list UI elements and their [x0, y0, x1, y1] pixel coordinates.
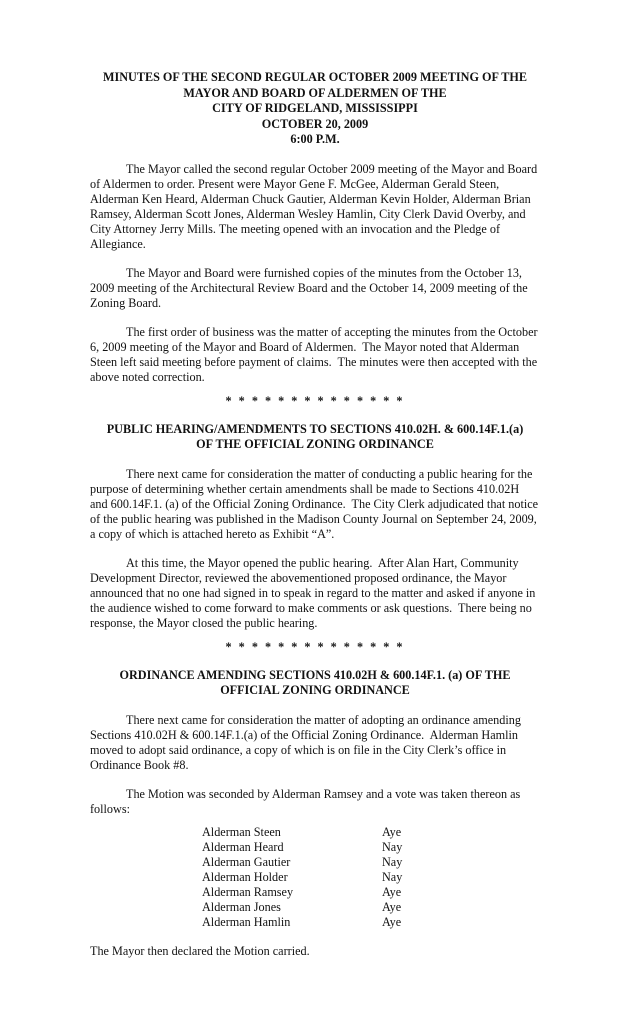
vote-row: [202, 885, 540, 900]
paragraph-accept-minutes: The first order of business was the matter of accepting the minutes from the October 6, 2009 meeting of the Mayor and Board of Aldermen. The Mayor noted that Alderman Steen left said meeting before payment of claims. The minutes were then accepted with the above noted correction.: [90, 324, 538, 384]
public-hearing-heading-line-1: PUBLIC HEARING/AMENDMENTS TO SECTIONS 410.02H. & 600.14F.1.(a): [106, 421, 524, 436]
vote-alderman-name: Alderman Ramsey: [202, 884, 294, 899]
vote-row: [202, 855, 540, 870]
vote-row: [202, 825, 540, 840]
vote-row: [202, 840, 540, 855]
vote-row: [202, 900, 540, 915]
vote-alderman-name: Alderman Hamlin: [202, 914, 291, 929]
paragraph-motion-seconded: The Motion was seconded by Alderman Ramsey and a vote was taken thereon as follows:: [90, 786, 521, 816]
title-line-time: 6:00 P.M.: [290, 132, 340, 146]
title-line-3: CITY OF RIDGELAND, MISSISSIPPI: [212, 101, 418, 115]
paragraph-minutes-furnished: The Mayor and Board were furnished copies of the minutes from the October 13, 2009 meeting of the Architectural Review Board and the October 14, 2009 meeting of the Zoning Board.: [90, 265, 528, 310]
section-heading-public-hearing: [90, 422, 540, 453]
public-hearing-heading-line-2: OF THE OFFICIAL ZONING ORDINANCE: [196, 437, 434, 451]
vote-row: [202, 870, 540, 885]
vote-value: Nay: [382, 839, 403, 854]
vote-alderman-name: Alderman Gautier: [202, 854, 291, 869]
vote-alderman-name: Alderman Holder: [202, 869, 288, 884]
title-line-date: OCTOBER 20, 2009: [261, 116, 369, 131]
vote-value: Aye: [382, 884, 402, 899]
paragraph-ordinance-adoption: There next came for consideration the matter of adopting an ordinance amending Sections 410.02H & 600.14F.1.(a) of the Official Zoning Ordinance. Alderman Hamlin moved to adopt said ordinance, a copy of which is on file in the City Clerk’s office in Ordinance Book #8.: [90, 712, 521, 772]
paragraph-public-hearing-notice: There next came for consideration the matter of conducting a public hearing for the purpose of determining whether certain amendments shall be made to Sections 410.02H and 600.14F.1. (a) of the Official Zoning Ordinance. The City Clerk adjudicated that notice of the public hearing was published in the Madison County Journal on September 24, 2009, a copy of which is attached hereto as Exhibit “A”.: [90, 466, 539, 541]
paragraph-call-to-order: The Mayor called the second regular October 2009 meeting of the Mayor and Board of Aldermen to order. Present were Mayor Gene F. McGee, Alderman Gerald Steen, Alderman Ken Heard, Alderman Chuck Gautier, Alderman Kevin Holder, Alderman Brian Ramsey, Alderman Scott Jones, Alderman Wesley Hamlin, City Clerk David Overby, and City Attorney Jerry Mills. The meeting opened with an invocation and the Pledge of Allegiance.: [90, 161, 538, 251]
section-heading-ordinance: [90, 668, 540, 699]
vote-row: [202, 915, 540, 930]
vote-alderman-name: Alderman Steen: [202, 824, 281, 839]
title-line-2: MAYOR AND BOARD OF ALDERMEN OF THE: [183, 85, 447, 100]
vote-value: Aye: [382, 824, 402, 839]
vote-value: Nay: [382, 869, 403, 884]
ordinance-heading-line-1: ORDINANCE AMENDING SECTIONS 410.02H & 600.14F.1. (a) OF THE: [119, 667, 511, 682]
asterisk-separator: * * * * * * * * * * * * * *: [225, 639, 405, 654]
vote-alderman-name: Alderman Heard: [202, 839, 284, 854]
paragraph-public-hearing-conduct: At this time, the Mayor opened the public hearing. After Alan Hart, Community Development Director, reviewed the abovementioned proposed ordinance, the Mayor announced that no one had signed in to speak in regard to the matter and asked if anyone in the audience wished to come forward to make comments or ask questions. There being no response, the Mayor closed the public hearing.: [90, 555, 536, 630]
closing-line: The Mayor then declared the Motion carried.: [90, 943, 310, 958]
vote-alderman-name: Alderman Jones: [202, 899, 281, 914]
vote-value: Nay: [382, 854, 403, 869]
vote-value: Aye: [382, 899, 402, 914]
asterisk-separator: * * * * * * * * * * * * * *: [225, 393, 405, 408]
vote-value: Aye: [382, 914, 402, 929]
title-line-1: MINUTES OF THE SECOND REGULAR OCTOBER 2009 MEETING OF THE: [102, 70, 528, 84]
document-title: [90, 70, 540, 148]
vote-table: [202, 825, 540, 930]
ordinance-heading-line-2: OFFICIAL ZONING ORDINANCE: [220, 683, 410, 697]
